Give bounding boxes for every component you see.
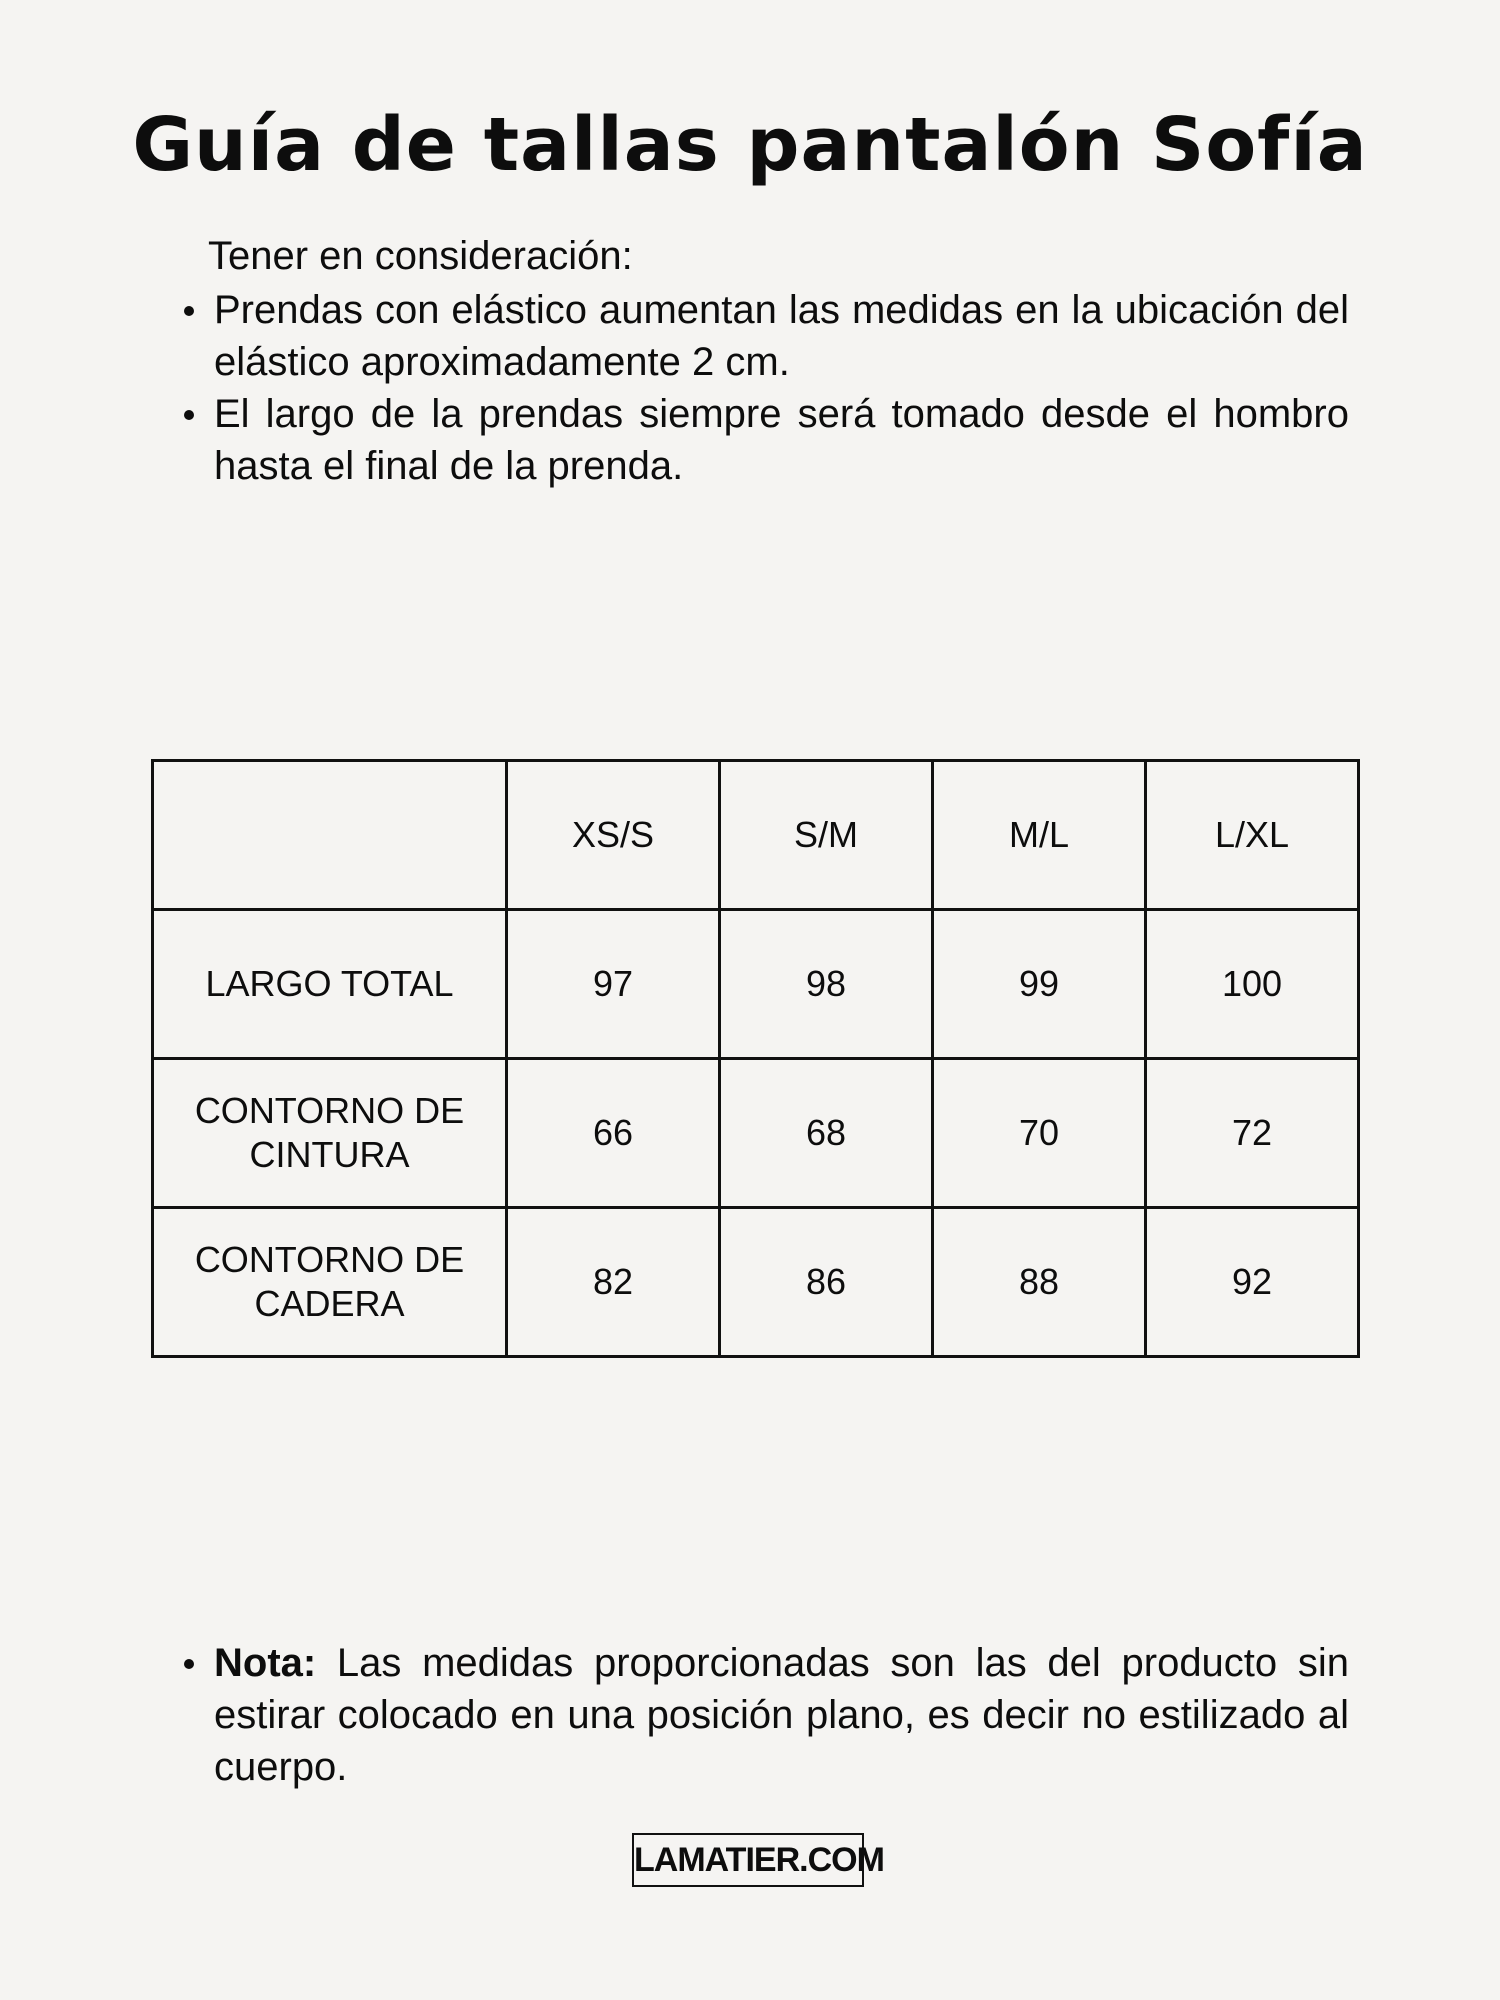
table-cell: 92 (1146, 1208, 1359, 1357)
footnote-list (214, 1637, 1349, 1793)
table-cell: 66 (507, 1059, 720, 1208)
table-cell: 86 (720, 1208, 933, 1357)
row-label (153, 1059, 507, 1208)
footnote-label: Nota: (214, 1641, 317, 1685)
table-cell: 70 (933, 1059, 1146, 1208)
table-row (153, 1059, 1359, 1208)
footnote-text: Las medidas proporcionadas son las del producto sin estirar colocado en una posición plano, es decir no estilizado al cuerpo. (214, 1641, 1349, 1789)
website-link[interactable]: LAMATIER.COM (632, 1833, 864, 1887)
table-cell: 72 (1146, 1059, 1359, 1208)
consideration-list (214, 284, 1349, 492)
intro-text: Tener en consideración: (208, 234, 633, 278)
table-cell: 99 (933, 910, 1146, 1059)
table-header-cell: M/L (933, 761, 1146, 910)
list-item: Prendas con elástico aumentan las medidas en la ubicación del elástico aproximadamente 2 cm. (214, 284, 1349, 388)
table-cell: 82 (507, 1208, 720, 1357)
size-table (151, 759, 1360, 1358)
row-label (153, 1208, 507, 1357)
table-header-cell: XS/S (507, 761, 720, 910)
table-cell: 100 (1146, 910, 1359, 1059)
table-row (153, 1208, 1359, 1357)
table-cell: 68 (720, 1059, 933, 1208)
table-header-cell: L/XL (1146, 761, 1359, 910)
table-header-cell (153, 761, 507, 910)
table-cell: 97 (507, 910, 720, 1059)
table-cell: 98 (720, 910, 933, 1059)
table-header-row (153, 761, 1359, 910)
footnote-item (214, 1637, 1349, 1793)
row-label: LARGO TOTAL (153, 910, 507, 1059)
table-row (153, 910, 1359, 1059)
row-label-text: CONTORNO DE CADERA (194, 1239, 465, 1324)
page-title: Guía de tallas pantalón Sofía (132, 102, 1368, 188)
list-item: El largo de la prendas siempre será tomado desde el hombro hasta el final de la prenda. (214, 388, 1349, 492)
row-label-text: CONTORNO DE CINTURA (194, 1090, 465, 1175)
table-cell: 88 (933, 1208, 1146, 1357)
table-header-cell: S/M (720, 761, 933, 910)
